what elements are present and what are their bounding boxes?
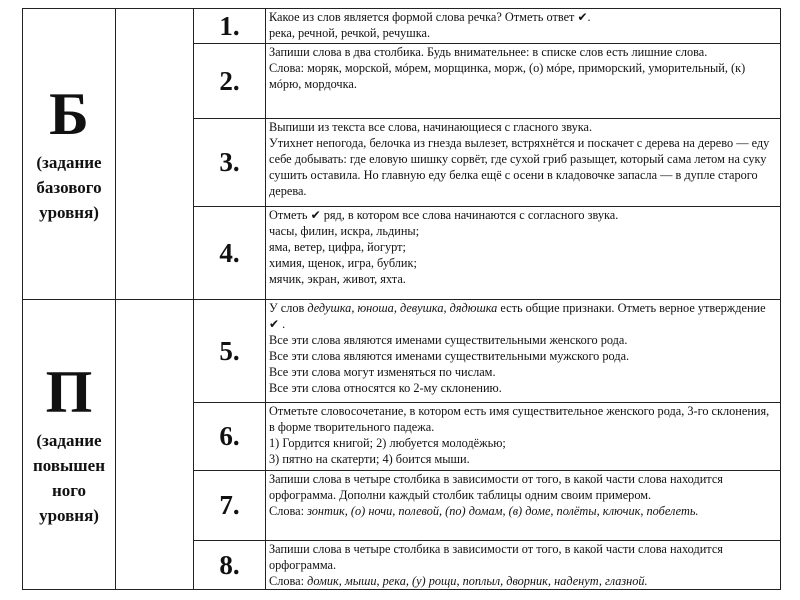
task-number: 7. bbox=[194, 471, 266, 541]
task-line: мячик, экран, живот, яхта. bbox=[269, 272, 406, 286]
task-line: Отметьте словосочетание, в котором есть имя существительное женского рода, 3-го склонения, в форме творительного падежа. bbox=[269, 404, 770, 434]
level-label-line: уровня) bbox=[39, 202, 99, 222]
task-line bbox=[269, 207, 777, 223]
task-line bbox=[269, 300, 777, 332]
task-line-text: Отметь bbox=[269, 208, 311, 222]
task-line: Все эти слова являются именами существительными женского рода. bbox=[269, 333, 628, 347]
task-line: химия, щенок, игра, бублик; bbox=[269, 256, 417, 270]
task-line-text: Какое из слов является формой слова речка? Отметь ответ bbox=[269, 10, 578, 24]
task-text bbox=[266, 119, 781, 207]
task-text bbox=[266, 471, 781, 541]
level-label bbox=[23, 150, 115, 225]
task-number: 5. bbox=[194, 300, 266, 403]
task-line: Утихнет непогода, белочка из гнезда вылезет, встряхнётся и поскачет с дерева на дерево — еду себе добывать: где еловую шишку сорвёт, где сухой гриб разыщет, который сама летом на суку сушить оставила. Но главную еду белка ещё с осени в кладовочке запасла — в дупле старого дерева. bbox=[269, 136, 770, 198]
task-line-text: У слов bbox=[269, 301, 308, 315]
task-line: 1) Гордится книгой; 2) любуется молодёжью; bbox=[269, 436, 506, 450]
task-line bbox=[269, 9, 777, 25]
task-line: Все эти слова могут изменяться по числам. bbox=[269, 365, 496, 379]
level-label-line: ного bbox=[51, 480, 87, 500]
task-line: Выпиши из текста все слова, начинающиеся с гласного звука. bbox=[269, 120, 593, 134]
task-text bbox=[266, 207, 781, 300]
task-line-text: . bbox=[279, 317, 286, 331]
task-line: 3) пятно на скатерти; 4) боится мыши. bbox=[269, 452, 470, 466]
task-text bbox=[266, 403, 781, 471]
blank-column-cell bbox=[116, 300, 194, 590]
task-text bbox=[266, 9, 781, 44]
level-letter: П bbox=[45, 358, 93, 425]
task-row bbox=[23, 300, 781, 403]
level-advanced-cell bbox=[23, 300, 116, 590]
level-label-line: уровня) bbox=[39, 505, 99, 525]
task-number: 4. bbox=[194, 207, 266, 300]
task-line bbox=[269, 573, 777, 589]
task-line: Запиши слова в два столбика. Будь внимательнее: в списке слов есть лишние слова. bbox=[269, 45, 708, 59]
tasks-table bbox=[22, 8, 781, 590]
task-line: Слова: моряк, морской, мóрем, морщинка, морж, (о) мóре, приморский, уморительный, (к) мóрю, мордочка. bbox=[269, 61, 746, 91]
level-label-line: повышен bbox=[32, 455, 106, 475]
level-label-line: (задание bbox=[36, 430, 102, 450]
task-row bbox=[23, 9, 781, 44]
task-line-text: ряд, в котором все слова начинаются с согласного звука. bbox=[320, 208, 619, 222]
task-line: Запиши слова в четыре столбика в зависимости от того, в какой части слова находится орфограмма. bbox=[269, 542, 723, 572]
check-mark-icon: ✔ bbox=[269, 317, 280, 331]
check-mark-icon: ✔ bbox=[310, 208, 321, 222]
task-line-text: . bbox=[587, 10, 591, 24]
level-label-line: базового bbox=[36, 177, 102, 197]
task-line: Все эти слова относятся ко 2-му склонению. bbox=[269, 381, 502, 395]
task-line-italic: зонтик, (о) ночи, полевой, (по) домам, (в) доме, полёты, ключик, побелеть. bbox=[307, 504, 699, 518]
task-line-text: есть общие признаки. Отметь верное утверждение bbox=[497, 301, 766, 315]
task-line: часы, филин, искра, льдины; bbox=[269, 224, 420, 238]
task-line: река, речной, речкой, речушка. bbox=[269, 26, 431, 40]
task-line-italic: дедушка, юноша, девушка, дядюшка bbox=[307, 301, 498, 315]
task-number: 3. bbox=[194, 119, 266, 207]
task-number: 8. bbox=[194, 541, 266, 590]
task-text bbox=[266, 44, 781, 119]
level-basic-cell bbox=[23, 9, 116, 300]
blank-column-cell bbox=[116, 9, 194, 300]
task-number: 6. bbox=[194, 403, 266, 471]
task-line-text: Слова: bbox=[269, 504, 308, 518]
task-line: Запиши слова в четыре столбика в зависимости от того, в какой части слова находится орфограмма. Дополни каждый столбик таблицы одним своим примером. bbox=[269, 472, 723, 502]
level-label bbox=[23, 428, 115, 528]
task-number: 1. bbox=[194, 9, 266, 44]
check-mark-icon: ✔ bbox=[577, 10, 588, 24]
task-text bbox=[266, 541, 781, 590]
task-text bbox=[266, 300, 781, 403]
task-line-text: Слова: bbox=[269, 574, 308, 588]
level-label-line: (задание bbox=[36, 152, 102, 172]
task-line-italic: домик, мыши, река, (у) рощи, поплыл, дворник, наденут, глазной. bbox=[307, 574, 648, 588]
task-line: Все эти слова являются именами существительными мужского рода. bbox=[269, 349, 630, 363]
task-line bbox=[269, 503, 777, 519]
task-line: яма, ветер, цифра, йогурт; bbox=[269, 240, 406, 254]
task-number: 2. bbox=[194, 44, 266, 119]
level-letter: Б bbox=[49, 80, 89, 147]
